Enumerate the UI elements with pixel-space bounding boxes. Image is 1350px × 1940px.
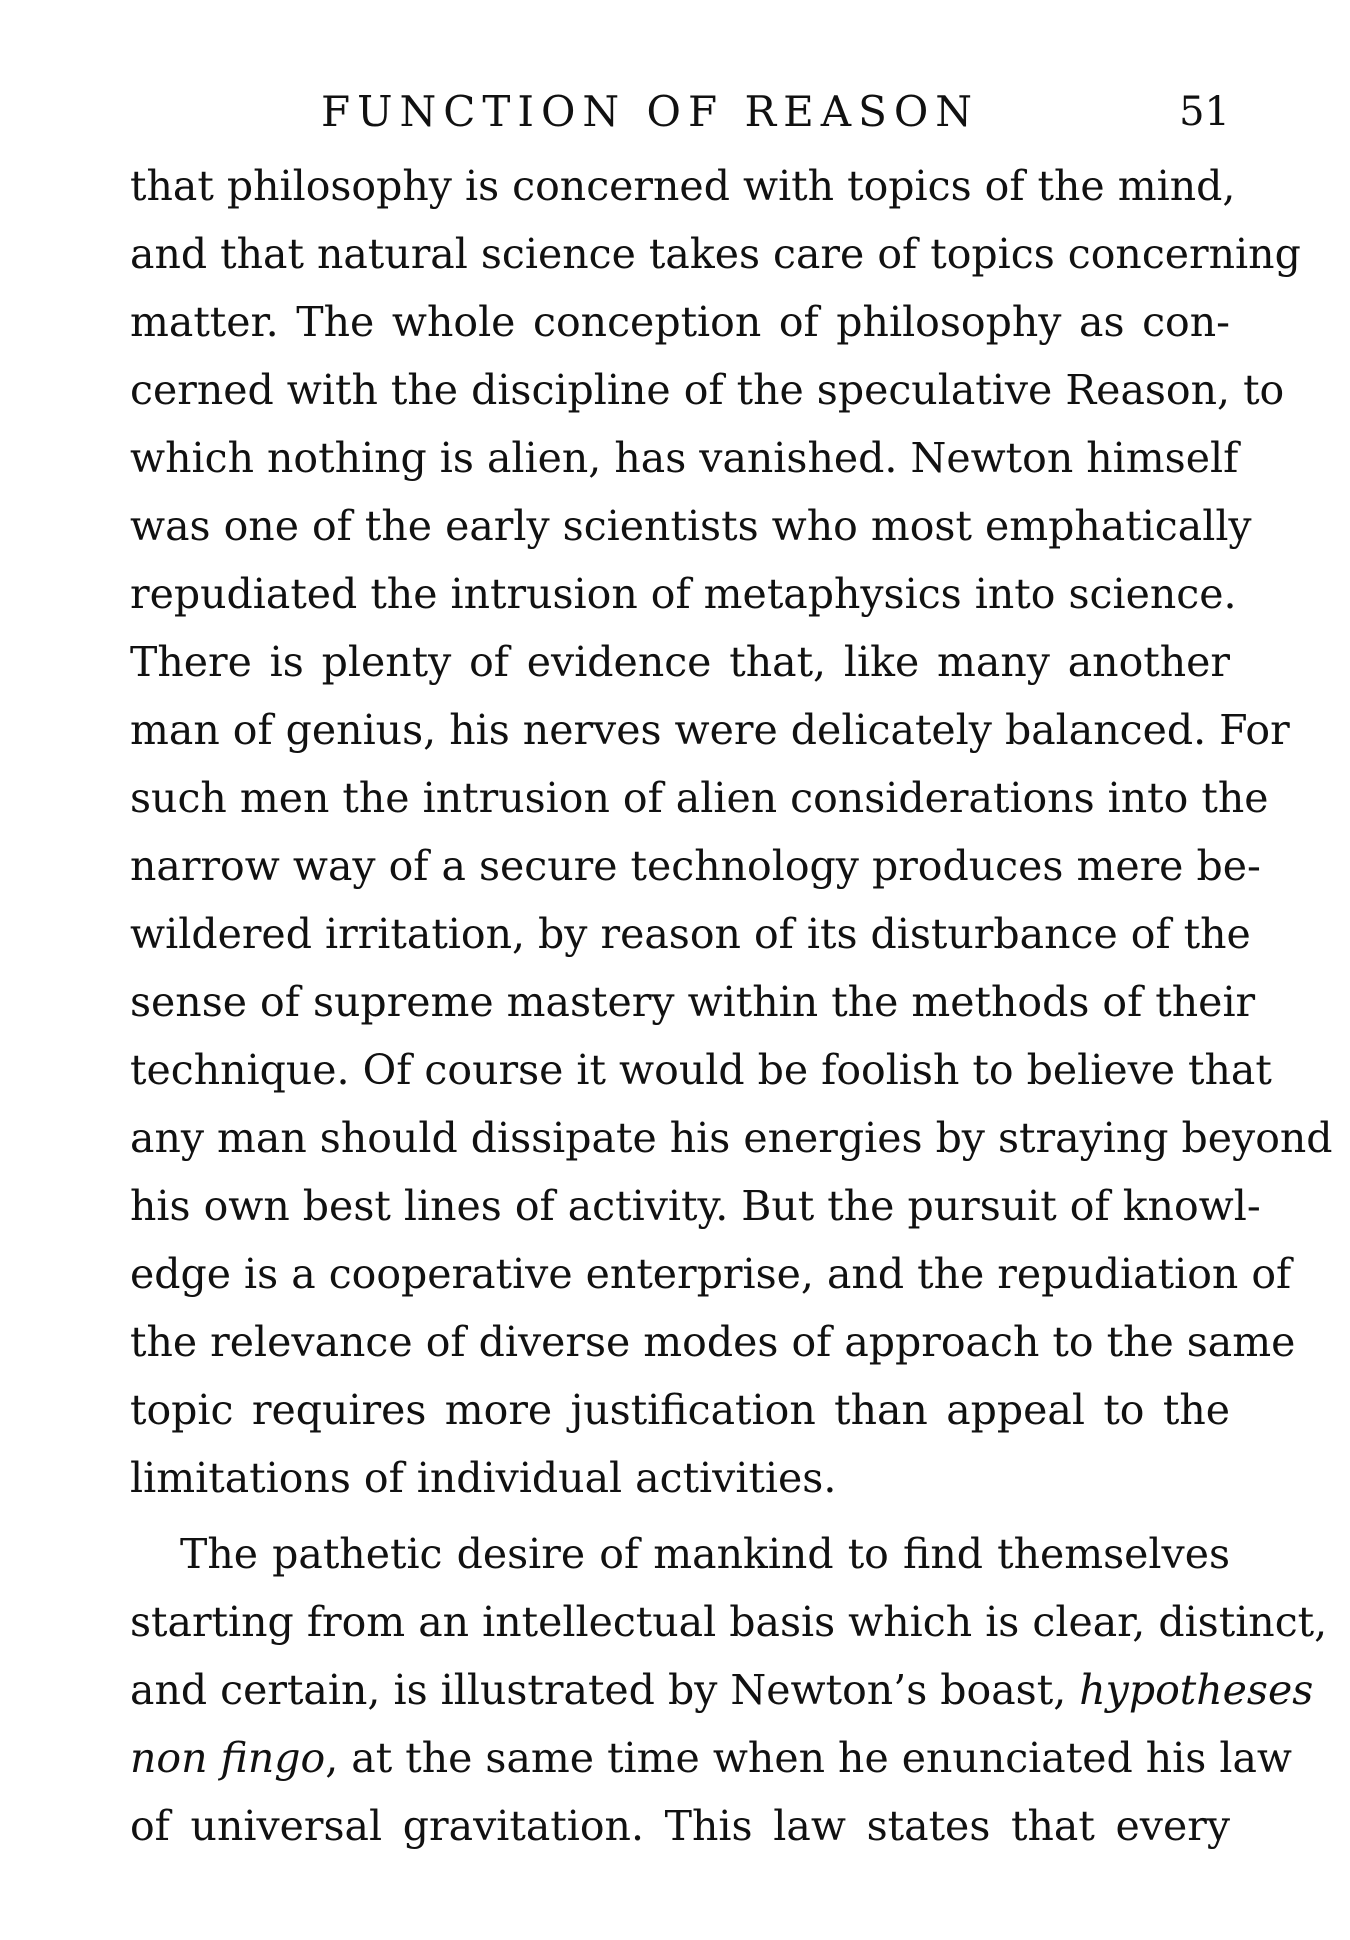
text-line: any man should dissipate his energies by straying beyond bbox=[130, 1114, 1333, 1162]
italic-phrase: hypotheses bbox=[1079, 1666, 1314, 1714]
text-line: and that natural science takes care of topics concerning bbox=[130, 230, 1301, 278]
text-line: the relevance of diverse modes of approach to the same bbox=[130, 1318, 1296, 1366]
text-line: sense of supreme mastery within the methods of their bbox=[130, 978, 1256, 1026]
text-line: that philosophy is concerned with topics of the mind, bbox=[130, 162, 1236, 210]
text-line: matter. The whole conception of philosophy as con- bbox=[130, 298, 1230, 346]
line-text: and certain, is illustrated by Newton’s boast, bbox=[130, 1666, 1080, 1714]
italic-phrase: non fingo bbox=[130, 1734, 326, 1782]
running-title: FUNCTION OF REASON bbox=[320, 87, 980, 136]
text-line-mixed bbox=[130, 1724, 1293, 1792]
text-line: which nothing is alien, has vanished. Newton himself bbox=[130, 434, 1239, 482]
page-number: 51 bbox=[1179, 89, 1230, 135]
running-head bbox=[130, 82, 1230, 142]
text-line: narrow way of a secure technology produces mere be- bbox=[130, 842, 1261, 890]
text-line: repudiated the intrusion of metaphysics into science. bbox=[130, 570, 1237, 618]
text-line: technique. Of course it would be foolish to believe that bbox=[130, 1046, 1272, 1094]
text-line: cerned with the discipline of the speculative Reason, to bbox=[130, 366, 1285, 414]
text-line: The pathetic desire of mankind to find themselves bbox=[180, 1530, 1230, 1578]
text-line: topic requires more justification than appeal to the bbox=[130, 1386, 1230, 1434]
line-text: , at the same time when he enunciated his law bbox=[325, 1734, 1293, 1782]
body-text bbox=[130, 152, 1333, 1860]
text-line-mixed bbox=[130, 1656, 1314, 1724]
text-line: was one of the early scientists who most emphatically bbox=[130, 502, 1252, 550]
text-line: wildered irritation, by reason of its disturbance of the bbox=[130, 910, 1251, 958]
paragraph-gap bbox=[130, 1512, 1230, 1520]
text-line: of universal gravitation. This law states that every bbox=[130, 1802, 1230, 1850]
text-line: man of genius, his nerves were delicately balanced. For bbox=[130, 706, 1290, 754]
text-line: limitations of individual activities. bbox=[130, 1454, 837, 1502]
text-line: his own best lines of activity. But the pursuit of knowl- bbox=[130, 1182, 1261, 1230]
text-line: such men the intrusion of alien considerations into the bbox=[130, 774, 1269, 822]
text-line: starting from an intellectual basis which is clear, distinct, bbox=[130, 1598, 1328, 1646]
text-line: edge is a cooperative enterprise, and the repudiation of bbox=[130, 1250, 1292, 1298]
text-line: There is plenty of evidence that, like many another bbox=[130, 638, 1230, 686]
